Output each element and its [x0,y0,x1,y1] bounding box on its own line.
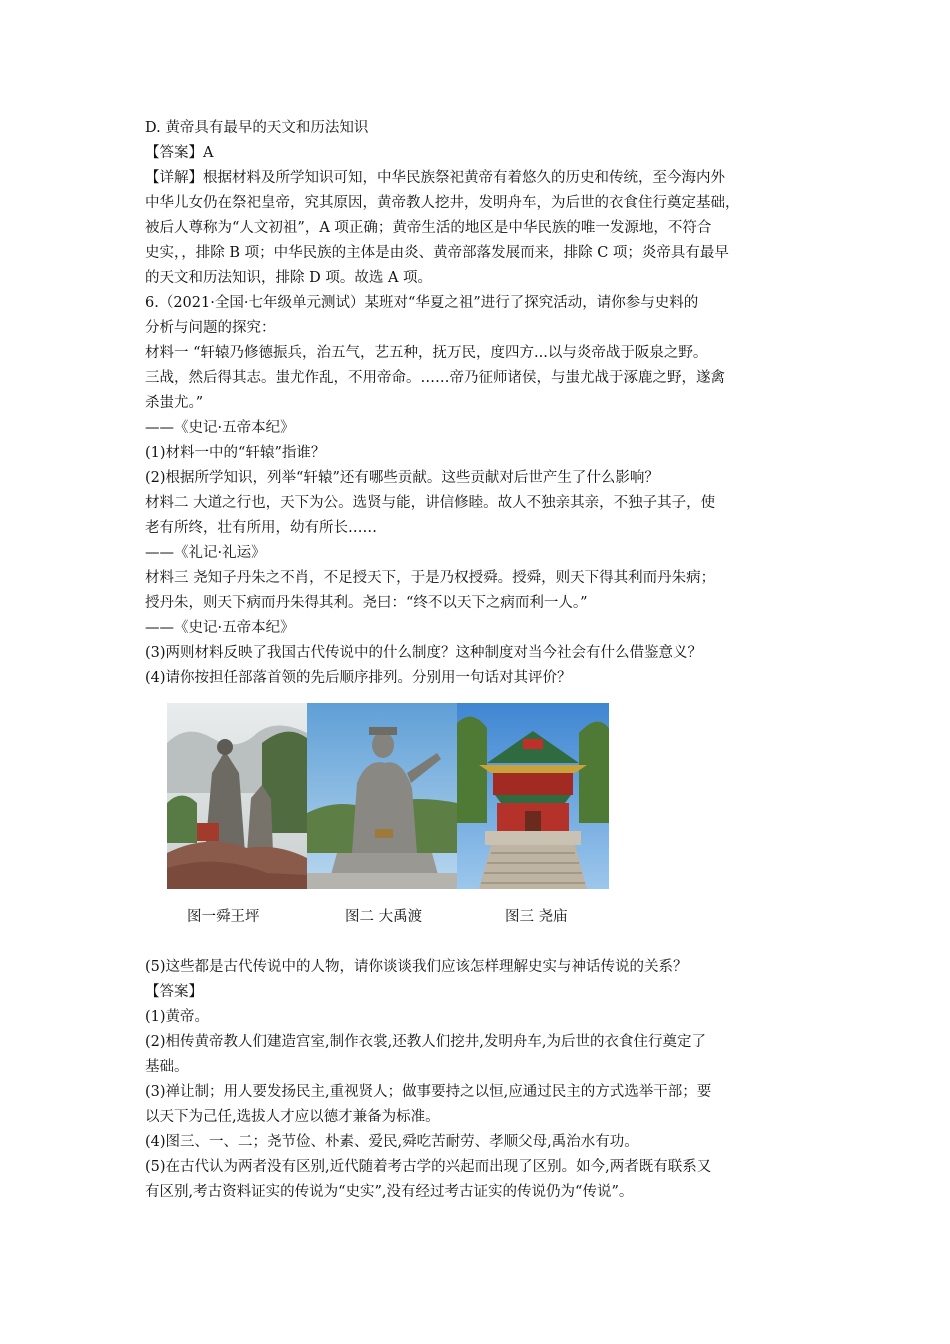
sub-question-5: (5)这些都是古代传说中的人物，请你谈谈我们应该怎样理解史实与神话传说的关系？ [145,959,688,975]
yao-temple-image [457,703,609,889]
material-three-source: ——《史记·五帝本纪》 [145,620,295,636]
figure-caption-2: 图二 大禹渡 [345,909,423,925]
figure-caption-3: 图三 尧庙 [505,909,568,925]
material-one: 材料一 “轩辕乃修德振兵，治五气，艺五种，抚万民，度四方...以与炎帝战于阪泉之野。 [145,345,708,361]
answer-3: (3)禅让制；用人要发扬民主,重视贤人；做事要持之以恒,应通过民主的方式选举干部；要 [145,1084,712,1100]
sub-question-3: (3)两则材料反映了我国古代传说中的什么制度？这种制度对当今社会有什么借鉴意义？ [145,645,703,661]
explanation-line: 的天文和历法知识，排除 D 项。故选 A 项。 [145,270,433,286]
document-body [145,116,815,1205]
sub-question-1: (1)材料一中的“轩辕”指谁？ [145,445,326,461]
answer-2: 基础。 [145,1059,189,1075]
material-two: 材料二 大道之行也，天下为公。选贤与能，讲信修睦。故人不独亲其亲，不独子其子，使 [145,495,716,511]
material-one: 杀蚩尤。” [145,395,204,411]
answer-5: 有区别,考古资料证实的传说为“史实”,没有经过考古证实的传说仍为“传说”。 [145,1184,634,1200]
answer-4: (4)图三、一、二；尧节俭、朴素、爱民,舜吃苦耐劳、孝顺父母,禹治水有功。 [145,1134,639,1150]
material-one: 三战，然后得其志。蚩尤作乱，不用帝命。……帝乃征师诸侯，与蚩尤战于涿鹿之野，遂禽 [145,370,725,386]
question-6-stem: 6.（2021·全国·七年级单元测试）某班对“华夏之祖”进行了探究活动，请你参与史料的 [145,295,699,311]
material-three: 授丹朱，则天下病而丹朱得其利。尧曰：“终不以天下之病而利一人。” [145,595,588,611]
answer-1: (1)黄帝。 [145,1009,210,1025]
material-one-source: ——《史记·五帝本纪》 [145,420,295,436]
answer-label: 【答案】A [145,145,214,161]
sub-question-2: (2)根据所学知识，列举“轩辕”还有哪些贡献。这些贡献对后世产生了什么影响？ [145,470,659,486]
answer-5: (5)在古代认为两者没有区别,近代随着考古学的兴起而出现了区别。如今,两者既有联系又 [145,1159,712,1175]
material-three: 材料三 尧知子丹朱之不肖，不足授天下，于是乃权授舜。授舜，则天下得其利而丹朱病； [145,570,716,586]
dayu-statue-image [307,703,457,889]
question-6-stem: 分析与问题的探究： [145,320,276,336]
sub-question-4: (4)请你按担任部落首领的先后顺序排列。分别用一句话对其评价？ [145,670,572,686]
material-two: 老有所终，壮有所用，幼有所长…… [145,520,377,536]
explanation-line: 中华儿女仍在祭祀皇帝，究其原因，黄帝教人挖井，发明舟车，为后世的衣食住行奠定基础， [145,195,740,211]
figure-caption-1: 图一舜王坪 [187,909,260,925]
explanation-line: 史实，，排除 B 项；中华民族的主体是由炎、黄帝部落发展而来，排除 C 项；炎帝具有最早 [145,245,729,261]
explanation-line: 【详解】根据材料及所学知识可知，中华民族祭祀黄帝有着悠久的历史和传统，至今海内外 [145,170,725,186]
answer-2: (2)相传黄帝教人们建造宫室,制作衣裳,还教人们挖井,发明舟车,为后世的衣食住行奠定了 [145,1034,706,1050]
explanation-line: 被后人尊称为“人文初祖”，A 项正确；黄帝生活的地区是中华民族的唯一发源地，不符合 [145,220,712,236]
answer-3: 以天下为己任,选拔人才应以德才兼备为标准。 [145,1109,440,1125]
material-two-source: ——《礼记·礼运》 [145,545,266,561]
figure-row [145,697,815,955]
option-d: D. 黄帝具有最早的天文和历法知识 [145,120,369,136]
answer-label: 【答案】 [145,984,203,1000]
shun-statue-image [167,703,307,889]
